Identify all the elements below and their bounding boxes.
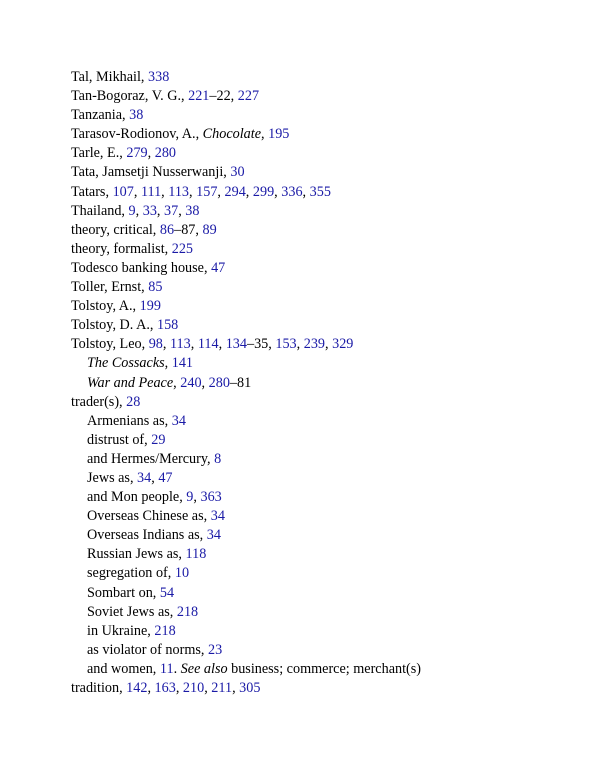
index-subentry (71, 354, 571, 373)
entry-text: Armenians as, (87, 412, 172, 429)
entry-text: , (190, 336, 198, 353)
index-entry (71, 144, 571, 163)
entry-text: Tatars, (71, 183, 113, 200)
index-list (71, 68, 571, 698)
page-number-link[interactable]: 47 (158, 469, 173, 486)
entry-text: Toller, Ernst, (71, 279, 149, 296)
index-entry (71, 163, 571, 182)
page-number-link[interactable]: 114 (197, 336, 219, 353)
entry-text: , (245, 183, 253, 200)
entry-text: Tata, Jamsetji Nusserwanji, (71, 164, 231, 181)
entry-text: , (147, 680, 155, 696)
index-entry (71, 297, 571, 316)
page-number-link[interactable]: 118 (185, 546, 207, 563)
entry-text: Soviet Jews as, (87, 603, 177, 620)
page-number-link[interactable]: 134 (225, 336, 247, 353)
entry-text: , (162, 336, 170, 353)
page-number-link[interactable]: 11 (159, 660, 174, 677)
entry-text: and Mon people, (87, 489, 187, 506)
entry-text: Tolstoy, Leo, (71, 336, 149, 353)
entry-text: , (161, 183, 169, 200)
entry-text: , (164, 355, 172, 372)
entry-text: theory, formalist, (71, 240, 172, 257)
entry-text: –22, (209, 88, 238, 105)
page-number-link[interactable]: 195 (268, 126, 290, 143)
page-number-link[interactable]: 23 (207, 641, 223, 658)
page-number-link[interactable]: 9 (128, 202, 136, 219)
page-number-link[interactable]: 338 (148, 69, 170, 85)
page-number-link[interactable]: 141 (171, 355, 194, 372)
page-number-link[interactable]: 54 (159, 584, 175, 601)
index-entry (71, 68, 571, 87)
page-number-link[interactable]: 221 (188, 88, 210, 105)
entry-text: , (204, 680, 212, 696)
page-number-link[interactable]: 153 (275, 336, 297, 353)
page-number-link[interactable]: 225 (171, 240, 194, 257)
entry-text: , (151, 469, 159, 486)
entry-text: Todesco banking house, (71, 259, 212, 276)
index-entry (71, 240, 571, 259)
page-number-link[interactable]: 85 (148, 279, 163, 296)
page-number-link[interactable]: 10 (174, 565, 190, 582)
index-entry (71, 316, 571, 335)
index-subentry (71, 545, 571, 564)
page-number-link[interactable]: 211 (211, 680, 233, 696)
index-subentry (71, 469, 571, 488)
index-subentry (71, 507, 571, 526)
entry-text: Sombart on, (87, 584, 160, 601)
page-number-link[interactable]: 28 (126, 393, 141, 410)
entry-text: distrust of, (87, 431, 152, 448)
page-number-link[interactable]: 294 (224, 183, 246, 200)
page-number-link[interactable]: 158 (156, 317, 179, 334)
page-number-link[interactable]: 38 (129, 107, 144, 124)
entry-text: , (193, 489, 201, 506)
italic-title-text: See also (180, 660, 228, 677)
entry-text: tradition, (71, 680, 127, 696)
index-subentry (71, 450, 571, 469)
page-number-link[interactable]: 89 (202, 221, 217, 238)
index-entry (71, 679, 571, 698)
index-entry (71, 183, 571, 202)
page-number-link[interactable]: 47 (211, 259, 226, 276)
index-subentry (71, 584, 571, 603)
page-number-link[interactable]: 107 (112, 183, 134, 200)
entry-text: , (218, 336, 226, 353)
entry-text: , (178, 202, 186, 219)
index-entry (71, 393, 571, 412)
entry-text: , (133, 183, 141, 200)
page-number-link[interactable]: 363 (200, 489, 222, 506)
page-number-link[interactable]: 305 (239, 680, 261, 696)
index-entry (71, 87, 571, 106)
entry-text: , (147, 145, 155, 162)
page-number-link[interactable]: 329 (332, 336, 354, 353)
entry-text: theory, critical, (71, 221, 160, 238)
index-entry (71, 278, 571, 297)
index-subentry (71, 412, 571, 431)
page-number-link[interactable]: 218 (154, 622, 176, 639)
page-number-link[interactable]: 199 (139, 298, 161, 315)
index-entry (71, 259, 571, 278)
entry-text: Tal, Mikhail, (71, 69, 149, 85)
page-number-link[interactable]: 8 (214, 450, 222, 467)
entry-text: Russian Jews as, (87, 546, 186, 563)
entry-text: segregation of, (87, 565, 175, 582)
index-subentry (71, 660, 571, 679)
entry-text: business; commerce; merchant(s) (227, 660, 421, 677)
index-entry (71, 335, 571, 354)
italic-title-text: Chocolate (202, 126, 261, 143)
entry-text: –87, (174, 221, 203, 238)
entry-text: Jews as, (87, 469, 138, 486)
entry-text: , (261, 126, 269, 143)
page-number-link[interactable]: 113 (168, 183, 190, 200)
page-number-link[interactable]: 157 (196, 183, 218, 200)
entry-text: –35, (246, 336, 276, 353)
italic-title-text: The Cossacks (87, 355, 165, 372)
index-entry (71, 202, 571, 221)
page-number-link[interactable]: 227 (237, 88, 260, 105)
italic-title-text: War and Peace (87, 374, 174, 391)
page-number-link[interactable]: 336 (281, 183, 303, 200)
entry-text: as violator of norms, (87, 641, 208, 658)
index-subentry (71, 488, 571, 507)
entry-text: . (173, 660, 181, 677)
entry-text: , (189, 183, 197, 200)
entry-text: , (274, 183, 282, 200)
page-number-link[interactable]: 239 (303, 336, 325, 353)
page-number-link[interactable]: 34 (137, 469, 152, 486)
index-subentry (71, 622, 571, 641)
page-number-link[interactable]: 30 (230, 164, 245, 181)
entry-text: , (156, 202, 164, 219)
page-number-link[interactable]: 98 (148, 336, 163, 353)
entry-text: , (135, 202, 143, 219)
page-number-link[interactable]: 355 (309, 183, 331, 200)
page-number-link[interactable]: 29 (151, 431, 166, 448)
index-subentry (71, 603, 571, 622)
entry-text: Tarle, E., (71, 145, 127, 162)
page-number-link[interactable]: 163 (154, 680, 176, 696)
index-entry (71, 125, 571, 144)
page-number-link[interactable]: 280 (208, 374, 230, 391)
entry-text: and Hermes/Mercury, (87, 450, 215, 467)
page-number-link[interactable]: 86 (159, 221, 175, 238)
entry-text: , (173, 374, 181, 391)
page-number-link[interactable]: 38 (185, 202, 200, 219)
entry-text: , (201, 374, 209, 391)
page-number-link[interactable]: 280 (154, 145, 176, 162)
entry-text: Overseas Indians as, (87, 527, 207, 544)
page-number-link[interactable]: 34 (206, 527, 221, 544)
entry-text: Thailand, (71, 202, 129, 219)
index-subentry (71, 374, 571, 393)
entry-text: Tolstoy, A., (71, 298, 140, 315)
entry-text: Tarasov-Rodionov, A., (71, 126, 203, 143)
entry-text: , (175, 680, 183, 696)
page-number-link[interactable]: 210 (182, 680, 205, 696)
entry-text: Overseas Chinese as, (87, 508, 211, 525)
page-number-link[interactable]: 299 (252, 183, 275, 200)
entry-text: , (217, 183, 225, 200)
entry-text: and women, (87, 660, 160, 677)
index-entry (71, 106, 571, 125)
page-number-link[interactable]: 34 (210, 508, 225, 525)
entry-text: Tolstoy, D. A., (71, 317, 157, 334)
page-number-link[interactable]: 113 (169, 336, 191, 353)
index-entry (71, 221, 571, 240)
index-subentry (71, 564, 571, 583)
page-number-link[interactable]: 37 (164, 202, 179, 219)
page-number-link[interactable]: 240 (180, 374, 202, 391)
entry-text: Tanzania, (71, 107, 130, 124)
page-number-link[interactable]: 33 (142, 202, 157, 219)
entry-text: , (296, 336, 304, 353)
entry-text: , (325, 336, 333, 353)
index-subentry (71, 526, 571, 545)
entry-text: , (232, 680, 240, 696)
entry-text: Tan-Bogoraz, V. G., (71, 88, 189, 105)
entry-text: , (302, 183, 310, 200)
page-number-link[interactable]: 34 (171, 412, 186, 429)
page-number-link[interactable]: 111 (140, 183, 162, 200)
entry-text: –81 (229, 374, 252, 391)
page-number-link[interactable]: 142 (126, 680, 148, 696)
page-number-link[interactable]: 218 (176, 603, 199, 620)
page-number-link[interactable]: 9 (186, 489, 194, 506)
entry-text: in Ukraine, (87, 622, 155, 639)
index-subentry (71, 431, 571, 450)
page-number-link[interactable]: 279 (126, 145, 148, 162)
entry-text: trader(s), (71, 393, 127, 410)
index-subentry (71, 641, 571, 660)
